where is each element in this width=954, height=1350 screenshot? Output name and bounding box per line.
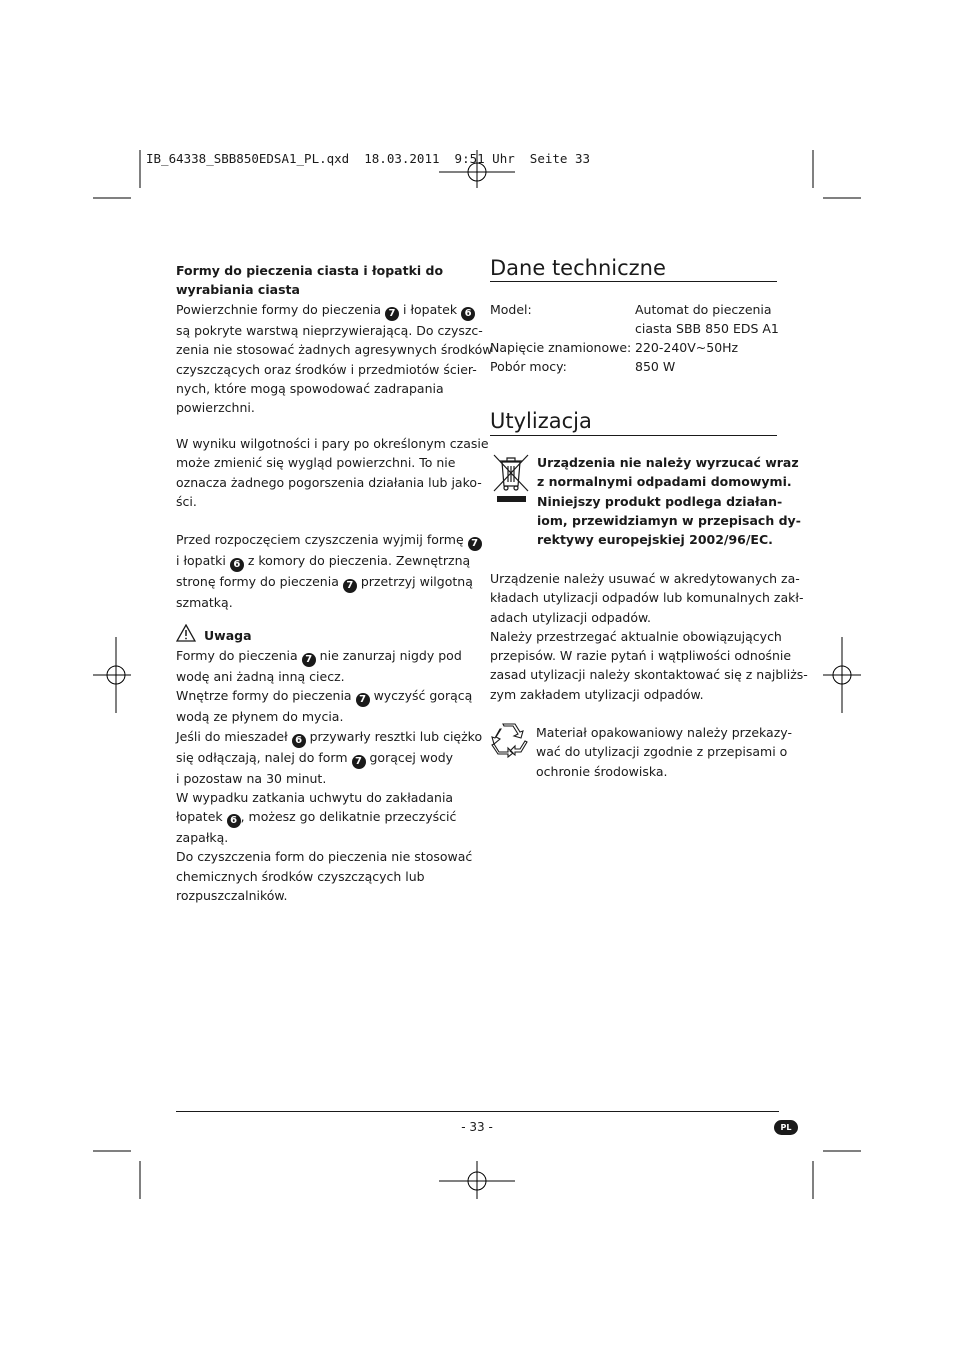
paragraph-before-cleaning: Przed rozpoczęciem czyszczenia wyjmij formę 7 i łopatki 6 z komory do pieczenia. Zewnętrzną stronę formy do pieczenia 7 przetrzyj wilgotną szmatką. (176, 530, 482, 612)
part-number-badge: 7 (352, 755, 366, 769)
part-number-badge: 7 (385, 307, 399, 321)
part-number-badge: 7 (468, 537, 482, 551)
part-number-badge: 6 (230, 558, 244, 572)
spec-value-voltage: 220-240V~50Hz (635, 340, 739, 355)
part-number-badge: 7 (302, 653, 316, 667)
title-rule (490, 435, 777, 436)
spec-label-voltage: Napięcie znamionowe: (490, 340, 632, 355)
warning-title: Uwaga (204, 628, 252, 643)
part-number-badge: 6 (292, 734, 306, 748)
warning-text: Formy do pieczenia 7 nie zanurzaj nigdy pod wodę ani żadną inną ciecz. Wnętrze formy do pieczenia 7 wyczyść gorącą wodą ze płynem do mycia. Jeśli do mieszadeł 6 przywarły resztki lub ciężko się odłączają, nalej do form 7 gorącej wody i pozostaw na 30 minut. W wypadku zatkania uchwytu do zakładania łopatek 6 , możesz go delikatnie przeczyścić zapałką. Do czyszczenia form do pieczenia nie stosować chemicznych środków czyszczących lub rozpuszczalników. (176, 648, 483, 904)
crossed-out-bin-icon (491, 452, 531, 502)
section-heading-baking-forms: Formy do pieczenia ciasta i łopatki do wyrabiania ciasta (176, 263, 444, 298)
file-slug: IB_64338_SBB850EDSA1_PL.qxd 18.03.2011 9:51 Uhr Seite 33 (146, 151, 591, 166)
footer-rule (176, 1111, 779, 1112)
part-number-badge: 6 (227, 814, 241, 828)
spec-label-power: Pobór mocy: (490, 359, 567, 374)
language-badge: PL (774, 1120, 798, 1135)
recycle-icon (491, 722, 529, 758)
spec-label-model: Model: (490, 302, 532, 317)
spec-value-model: Automat do pieczenia ciasta SBB 850 EDS A1 (635, 302, 779, 337)
part-number-badge: 7 (343, 579, 357, 593)
page-number: - 33 - (461, 1120, 493, 1134)
warning-triangle-icon (176, 624, 196, 642)
packaging-recycle-note: Materiał opakowaniowy należy przekazy- wać do utylizacji zgodnie z przepisami o ochronie środowiska. (536, 725, 792, 779)
part-number-badge: 6 (461, 307, 475, 321)
title-rule (490, 281, 777, 282)
paragraph-humidity: W wyniku wilgotności i pary po określonym czasie może zmienić się wygląd powierzchni. To nie oznacza żadnego pogorszenia działania lub jako- ści. (176, 436, 489, 509)
disposal-paragraph: Urządzenie należy usuwać w akredytowanych za- kładach utylizacji odpadów lub komunalnych zakł- adach utylizacji odpadów. Należy przestrzegać aktualnie obowiązujących przepisów. W razie pytań i wątpliwości odnośnie zasad utylizacji należy skontaktować się z najbliżs- zym zakładem utylizacji odpadów. (490, 571, 808, 702)
spec-value-power: 850 W (635, 359, 676, 374)
paragraph-surfaces: Powierzchnie formy do pieczenia 7 i łopatek 6 są pokryte warstwą nieprzywierającą. Do czyszc- zenia nie stosować żadnych agresywnych środków czyszczących oraz środków i przedmiotów ścier- nych, które mogą spowodować zadrapania powierzchni. (176, 302, 493, 416)
part-number-badge: 7 (356, 693, 370, 707)
weee-notice: Urządzenia nie należy wyrzucać wraz z normalnymi odpadami domowymi. Niniejszy produkt podlega działan- iom, przewidziamyn w przepisach dy- rektywy europejskiej 2002/96/EC. (537, 455, 801, 548)
disposal-title: Utylizacja (490, 409, 592, 433)
technical-data-title: Dane techniczne (490, 256, 666, 280)
